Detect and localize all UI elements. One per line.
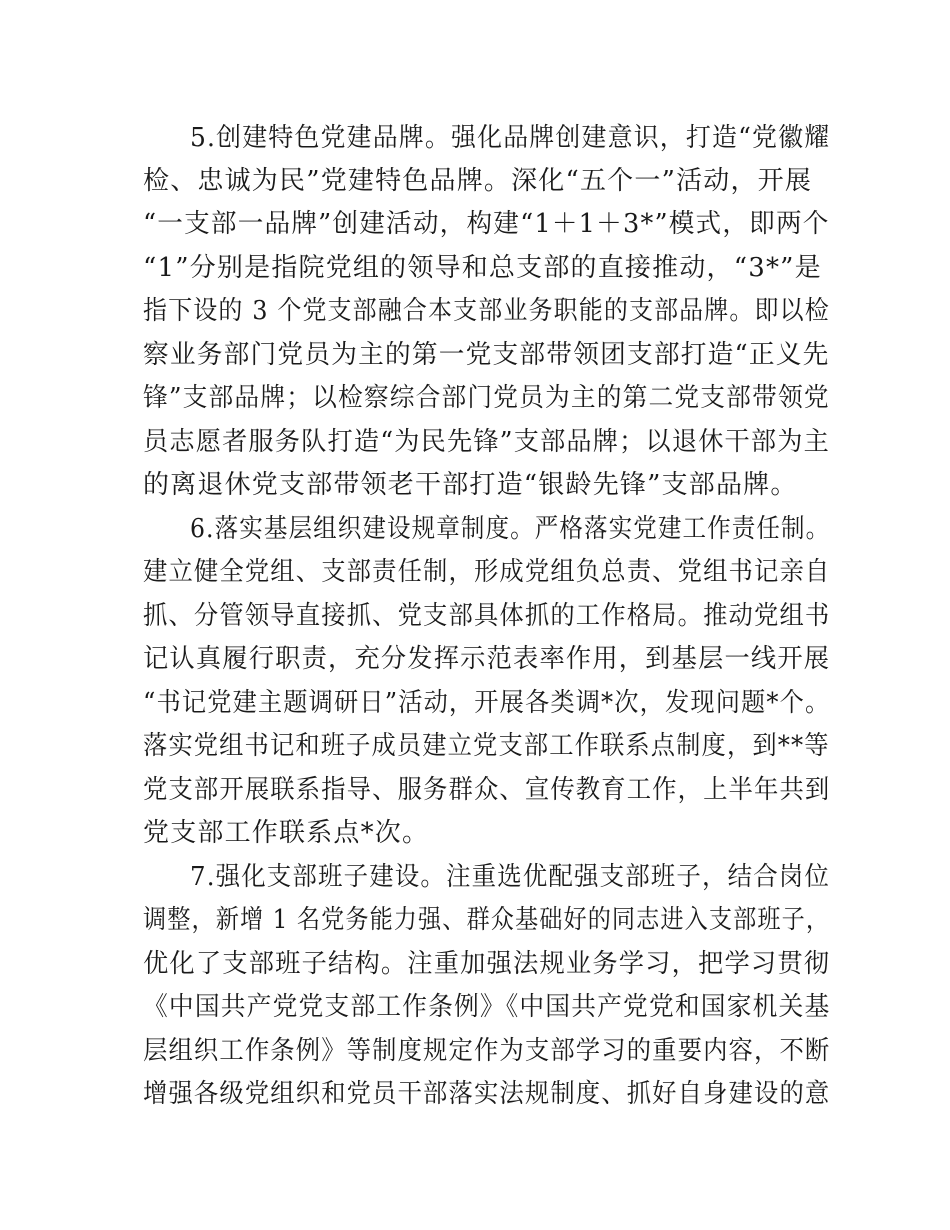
paragraph-6-line-2: 建立健全党组、支部责任制，形成党组负总责、党组书记亲自 xyxy=(143,557,831,587)
paragraph-6-line-7: 党支部开展联系指导、服务群众、宣传教育工作，上半年共到 xyxy=(143,775,831,805)
paragraph-7-line-3: 优化了支部班子结构。注重加强法规业务学习，把学习贯彻 xyxy=(143,949,831,979)
paragraph-5-line-8: 员志愿者服务队打造“为民先锋”支部品牌；以退休干部为主 xyxy=(143,427,830,457)
paragraph-6-line-8: 党支部工作联系点*次。 xyxy=(143,818,430,848)
paragraph-5-line-9: 的离退休党支部带领老干部打造“银龄先锋”支部品牌。 xyxy=(143,470,798,500)
paragraph-5-line-2: 检、忠诚为民”党建特色品牌。深化“五个一”活动，开展 xyxy=(143,166,813,196)
paragraph-5-line-5: 指下设的 3 个党支部融合本支部业务职能的支部品牌。即以检 xyxy=(143,296,830,326)
paragraph-7-line-6: 增强各级党组织和党员干部落实法规制度、抓好自身建设的意 xyxy=(143,1079,831,1109)
paragraph-7-line-5: 层组织工作条例》等制度规定作为支部学习的重要内容，不断 xyxy=(143,1036,831,1066)
paragraph-5-line-4: “1”分别是指院党组的领导和总支部的直接推动，“3*”是 xyxy=(143,253,822,283)
paragraph-5-line-6: 察业务部门党员为主的第一党支部带领团支部打造“正义先 xyxy=(143,340,830,370)
paragraph-5-line-1: 5.创建特色党建品牌。强化品牌创建意识，打造“党徽耀 xyxy=(190,123,831,153)
paragraph-6-line-6: 落实党组书记和班子成员建立党支部工作联系点制度，到**等 xyxy=(143,731,830,761)
paragraph-6-line-5: “书记党建主题调研日”活动，开展各类调*次，发现问题*个。 xyxy=(143,688,831,718)
paragraph-6-line-4: 记认真履行职责，充分发挥示范表率作用，到基层一线开展 xyxy=(143,644,831,674)
paragraph-5-line-7: 锋”支部品牌；以检察综合部门党员为主的第二党支部带领党 xyxy=(143,383,830,413)
paragraph-7-line-4: 《中国共产党党支部工作条例》《中国共产党党和国家机关基 xyxy=(143,992,831,1022)
paragraph-6-line-3: 抓、分管领导直接抓、党支部具体抓的工作格局。推动党组书 xyxy=(143,601,831,631)
paragraph-6-line-1: 6.落实基层组织建设规章制度。严格落实党建工作责任制。 xyxy=(190,514,831,544)
paragraph-7-line-2: 调整，新增 1 名党务能力强、群众基础好的同志进入支部班子， xyxy=(143,905,831,935)
paragraph-7-line-1: 7.强化支部班子建设。注重选优配强支部班子，结合岗位 xyxy=(190,862,831,892)
paragraph-5-line-3: “一支部一品牌”创建活动，构建“1＋1＋3*”模式，即两个 xyxy=(143,209,830,239)
